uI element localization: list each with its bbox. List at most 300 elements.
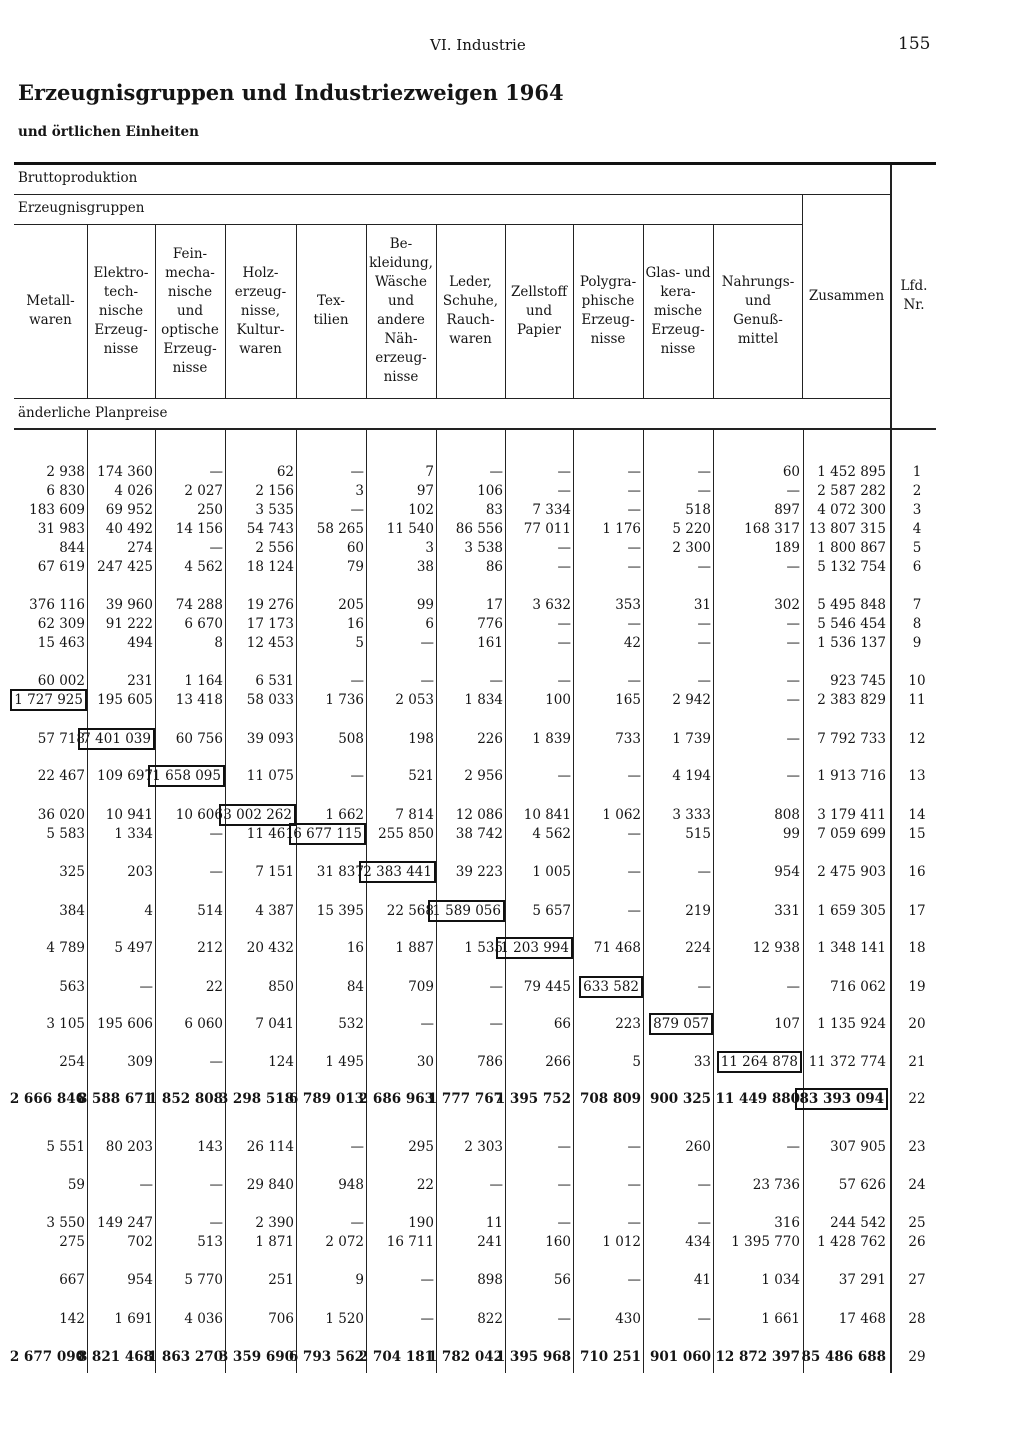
table-cell: 532 [338, 1016, 364, 1032]
row-number: 11 [908, 692, 926, 708]
table-cell: — [557, 673, 571, 689]
table-cell: 5 497 [114, 940, 153, 956]
table-cell: 518 [685, 502, 711, 518]
column-header: Metall- waren [26, 293, 75, 328]
column-header: Nahrungs- und Genuß- mittel [721, 274, 795, 347]
table-cell: — [786, 731, 800, 747]
table-cell: 6 677 115 [293, 826, 362, 842]
table-cell: 897 [774, 502, 800, 518]
table-cell: 2 156 [255, 483, 294, 499]
table-cell: 57 626 [838, 1177, 886, 1193]
table-cell: 1 012 [602, 1234, 641, 1250]
table-cell: 1 782 042 [427, 1349, 503, 1365]
table-cell: 13 807 315 [808, 521, 886, 537]
table-cell: 563 [59, 979, 85, 995]
table-cell: — [209, 826, 223, 842]
table-cell: 923 745 [830, 673, 886, 689]
table-cell: 58 033 [246, 692, 294, 708]
table-cell: 2 027 [184, 483, 223, 499]
table-cell: 86 556 [455, 521, 503, 537]
table-cell: 1 834 [464, 692, 503, 708]
table-cell: — [489, 673, 503, 689]
table-cell: 6 789 013 [288, 1091, 364, 1107]
table-cell: 39 093 [246, 731, 294, 747]
table-cell: 1 164 [184, 673, 223, 689]
table-cell: — [489, 1177, 503, 1193]
table-cell: 2 383 441 [363, 864, 432, 880]
table-cell: 266 [545, 1054, 571, 1070]
table-cell: 30 [416, 1054, 434, 1070]
table-cell: 1 863 270 [147, 1349, 223, 1365]
row-number: 29 [908, 1349, 926, 1365]
row-number: 2 [912, 483, 922, 499]
table-cell: 5 495 848 [817, 597, 886, 613]
table-cell: 17 [485, 597, 503, 613]
table-cell: 667 [59, 1272, 85, 1288]
table-cell: — [786, 979, 800, 995]
table-cell: 844 [59, 540, 85, 556]
table-cell: 62 309 [37, 616, 85, 632]
table-cell: 1 736 [325, 692, 364, 708]
table-cell: 7 792 733 [817, 731, 886, 747]
table-cell: 4 [144, 903, 153, 919]
table-cell: — [489, 979, 503, 995]
table-cell: 2 587 282 [817, 483, 886, 499]
table-cell: 205 [338, 597, 364, 613]
table-cell: 900 325 [649, 1091, 711, 1107]
row-number: 28 [908, 1311, 926, 1327]
table-cell: 189 [774, 540, 800, 556]
page-subtitle: und örtlichen Einheiten [18, 124, 199, 140]
table-cell: 10 841 [523, 807, 571, 823]
table-cell: 79 445 [523, 979, 571, 995]
table-cell: 22 467 [37, 768, 85, 784]
table-cell: 850 [268, 979, 294, 995]
table-cell: — [627, 540, 641, 556]
table-cell: 1 203 994 [500, 940, 569, 956]
table-cell: 26 114 [246, 1139, 294, 1155]
table-cell: 1 800 867 [817, 540, 886, 556]
table-cell: 212 [197, 940, 223, 956]
table-cell: 107 [774, 1016, 800, 1032]
table-cell: — [350, 1215, 364, 1231]
table-top-rule [14, 162, 936, 165]
row-number: 15 [908, 826, 926, 842]
row-number: 23 [908, 1139, 926, 1155]
table-cell: — [489, 464, 503, 480]
table-cell: 776 [477, 616, 503, 632]
table-cell: 786 [477, 1054, 503, 1070]
table-cell: 226 [477, 731, 503, 747]
table-cell: 2 383 829 [817, 692, 886, 708]
table-cell: 8 [214, 635, 223, 651]
table-cell: 1 005 [532, 864, 571, 880]
table-cell: 1 739 [672, 731, 711, 747]
table-cell: — [350, 768, 364, 784]
body-col-divider [87, 430, 88, 1373]
table-cell: 9 [355, 1272, 364, 1288]
table-cell: — [139, 1177, 153, 1193]
table-cell: 254 [59, 1054, 85, 1070]
table-cell: 31 [693, 597, 711, 613]
table-cell: 5 220 [672, 521, 711, 537]
table-cell: 251 [268, 1272, 294, 1288]
table-cell: 91 222 [105, 616, 153, 632]
table-cell: 39 223 [455, 864, 503, 880]
table-cell: 2 053 [395, 692, 434, 708]
table-cell: 60 [346, 540, 364, 556]
table-cell: 6 531 [255, 673, 294, 689]
table-cell: 3 538 [464, 540, 503, 556]
table-cell: 102 [408, 502, 434, 518]
table-cell: 954 [774, 864, 800, 880]
column-header: Fein- mecha- nische und optische Erzeug- nisse [161, 245, 219, 376]
table-cell: — [697, 1215, 711, 1231]
table-cell: — [557, 1139, 571, 1155]
table-cell: — [139, 979, 153, 995]
table-cell: 2 666 846 [9, 1091, 85, 1107]
table-cell: 2 942 [672, 692, 711, 708]
table-cell: 3 550 [46, 1215, 85, 1231]
table-cell: — [420, 1272, 434, 1288]
table-cell: — [786, 673, 800, 689]
table-cell: 4 072 300 [817, 502, 886, 518]
table-cell: 83 393 094 [799, 1091, 884, 1107]
column-header: Tex- tilien [313, 293, 349, 328]
column-header: Elektro- tech- nische Erzeug- nisse [93, 264, 149, 357]
table-cell: 521 [408, 768, 434, 784]
table-cell: 1 452 895 [817, 464, 886, 480]
table-cell: 1 334 [114, 826, 153, 842]
table-cell: — [350, 1139, 364, 1155]
table-cell: 2 704 181 [358, 1349, 434, 1365]
table-cell: 5 [355, 635, 364, 651]
table-cell: 18 124 [246, 559, 294, 575]
table-cell: 1 777 767 [427, 1091, 503, 1107]
table-cell: 5 [632, 1054, 641, 1070]
table-cell: 3 333 [672, 807, 711, 823]
table-cell: 231 [127, 673, 153, 689]
table-cell: 1 176 [602, 521, 641, 537]
table-cell: 1 662 [325, 807, 364, 823]
table-cell: 60 [782, 464, 800, 480]
table-cell: — [786, 483, 800, 499]
table-cell: 7 059 699 [817, 826, 886, 842]
table-cell: 6 670 [184, 616, 223, 632]
table-cell: 12 086 [455, 807, 503, 823]
row-number: 9 [912, 635, 922, 651]
table-cell: 13 418 [175, 692, 223, 708]
table-cell: 38 [416, 559, 434, 575]
table-cell: 36 020 [37, 807, 85, 823]
table-cell: — [697, 1311, 711, 1327]
table-cell: — [697, 616, 711, 632]
table-cell: 274 [127, 540, 153, 556]
row-number: 6 [912, 559, 922, 575]
table-cell: — [420, 673, 434, 689]
table-cell: 710 251 [579, 1349, 641, 1365]
table-cell: 195 606 [97, 1016, 153, 1032]
table-cell: 1 062 [602, 807, 641, 823]
table-cell: 255 850 [378, 826, 434, 842]
table-cell: — [786, 768, 800, 784]
body-col-divider [505, 430, 506, 1373]
table-cell: — [697, 864, 711, 880]
table-cell: — [557, 635, 571, 651]
table-cell: 17 468 [838, 1311, 886, 1327]
table-cell: 5 132 754 [817, 559, 886, 575]
table-cell: 1 659 305 [817, 903, 886, 919]
body-col-divider [803, 430, 804, 1373]
running-header-section: VI. Industrie [430, 36, 526, 54]
table-cell: 11 372 774 [808, 1054, 886, 1070]
table-cell: — [557, 768, 571, 784]
body-col-divider [643, 430, 644, 1373]
table-cell: 79 [346, 559, 364, 575]
table-cell: — [209, 464, 223, 480]
table-cell: 109 697 [97, 768, 153, 784]
table-cell: 19 276 [246, 597, 294, 613]
table-cell: 203 [127, 864, 153, 880]
table-cell: 39 960 [105, 597, 153, 613]
table-cell: 66 [553, 1016, 571, 1032]
row-number: 1 [912, 464, 922, 480]
table-cell: 124 [268, 1054, 294, 1070]
table-cell: 295 [408, 1139, 434, 1155]
row-number: 18 [908, 940, 926, 956]
header-bottom-rule [14, 398, 890, 399]
table-cell: 17 173 [246, 616, 294, 632]
table-cell: — [350, 464, 364, 480]
column-header: Zellstoff und Papier [510, 283, 568, 338]
table-cell: 7 041 [255, 1016, 294, 1032]
table-cell: 31 837 [316, 864, 364, 880]
table-cell: 1 658 095 [152, 768, 221, 784]
table-cell: 325 [59, 864, 85, 880]
table-cell: 376 116 [29, 597, 85, 613]
table-cell: 2 303 [464, 1139, 503, 1155]
table-cell: 60 756 [175, 731, 223, 747]
table-cell: 716 062 [830, 979, 886, 995]
table-cell: — [697, 635, 711, 651]
table-cell: 71 468 [593, 940, 641, 956]
row-number: 7 [912, 597, 922, 613]
table-cell: 85 486 688 [801, 1349, 886, 1365]
table-cell: 302 [774, 597, 800, 613]
table-cell: 2 390 [255, 1215, 294, 1231]
table-cell: 1 691 [114, 1311, 153, 1327]
table-cell: 190 [408, 1215, 434, 1231]
table-cell: 161 [477, 635, 503, 651]
table-cell: 1 428 762 [817, 1234, 886, 1250]
table-cell: — [209, 1215, 223, 1231]
table-cell: — [209, 1177, 223, 1193]
table-cell: — [786, 635, 800, 651]
table-cell: 1 913 716 [817, 768, 886, 784]
table-cell: 1 535 [464, 940, 503, 956]
table-cell: 8 821 468 [77, 1349, 153, 1365]
table-cell: — [209, 540, 223, 556]
table-cell: 99 [416, 597, 434, 613]
table-cell: — [627, 864, 641, 880]
table-cell: 37 291 [838, 1272, 886, 1288]
table-cell: 241 [477, 1234, 503, 1250]
table-cell: — [627, 1215, 641, 1231]
table-cell: 434 [685, 1234, 711, 1250]
table-cell: 508 [338, 731, 364, 747]
table-cell: 40 492 [105, 521, 153, 537]
band-rule-1 [14, 194, 890, 195]
row-number: 14 [908, 807, 926, 823]
page-title: Erzeugnisgruppen und Industriezweigen 1964 [18, 80, 564, 105]
table-cell: 219 [685, 903, 711, 919]
table-cell: 2 300 [672, 540, 711, 556]
table-cell: 7 401 039 [82, 731, 151, 747]
page-number: 155 [898, 34, 931, 54]
band-rule-2 [14, 224, 802, 225]
table-cell: 879 057 [653, 1016, 709, 1032]
table-cell: 57 718 [37, 731, 85, 747]
table-cell: — [557, 540, 571, 556]
table-cell: 38 742 [455, 826, 503, 842]
table-cell: — [557, 464, 571, 480]
table-cell: 67 619 [37, 559, 85, 575]
table-cell: 195 605 [97, 692, 153, 708]
table-cell: 633 582 [583, 979, 639, 995]
table-cell: 6 [425, 616, 434, 632]
table-cell: — [209, 1054, 223, 1070]
table-cell: 4 562 [184, 559, 223, 575]
table-cell: 62 [276, 464, 294, 480]
table-cell: 6 060 [184, 1016, 223, 1032]
column-header: Holz- erzeug- nisse, Kultur- waren [234, 264, 287, 357]
column-header: Glas- und kera- mische Erzeug- nisse [645, 264, 711, 357]
table-cell: 12 938 [752, 940, 800, 956]
table-cell: — [697, 1177, 711, 1193]
table-cell: 22 568 [386, 903, 434, 919]
table-cell: 316 [774, 1215, 800, 1231]
table-cell: 430 [615, 1311, 641, 1327]
body-col-divider [225, 430, 226, 1373]
table-cell: 309 [127, 1054, 153, 1070]
body-col-divider [573, 430, 574, 1373]
table-cell: 16 711 [386, 1234, 434, 1250]
table-cell: 23 736 [752, 1177, 800, 1193]
table-cell: 706 [268, 1311, 294, 1327]
table-cell: 41 [693, 1272, 711, 1288]
table-cell: — [627, 1272, 641, 1288]
table-cell: 307 905 [830, 1139, 886, 1155]
table-cell: 22 [205, 979, 223, 995]
table-cell: 83 [485, 502, 503, 518]
row-number: 16 [908, 864, 926, 880]
table-cell: 1 395 752 [495, 1091, 571, 1107]
table-cell: — [420, 635, 434, 651]
table-cell: 5 657 [532, 903, 571, 919]
table-cell: 99 [782, 826, 800, 842]
table-cell: 16 [346, 940, 364, 956]
row-number: 22 [908, 1091, 926, 1107]
table-cell: 60 002 [37, 673, 85, 689]
table-cell: 4 026 [114, 483, 153, 499]
table-cell: 106 [477, 483, 503, 499]
table-cell: 4 036 [184, 1311, 223, 1327]
table-cell: 7 151 [255, 864, 294, 880]
row-number: 8 [912, 616, 922, 632]
table-cell: — [627, 616, 641, 632]
table-cell: 708 809 [579, 1091, 641, 1107]
table-cell: 224 [685, 940, 711, 956]
table-cell: 4 387 [255, 903, 294, 919]
table-cell: 168 317 [744, 521, 800, 537]
table-cell: — [557, 1215, 571, 1231]
table-cell: 260 [685, 1139, 711, 1155]
table-cell: 22 [416, 1177, 434, 1193]
table-cell: 3 632 [532, 597, 571, 613]
table-cell: 10 606 [175, 807, 223, 823]
table-cell: 58 265 [316, 521, 364, 537]
table-cell: — [489, 1016, 503, 1032]
table-cell: 84 [346, 979, 364, 995]
table-cell: 11 [485, 1215, 503, 1231]
table-cell: 223 [615, 1016, 641, 1032]
table-cell: 2 686 963 [358, 1091, 434, 1107]
table-cell: 7 [425, 464, 434, 480]
table-cell: 8 588 671 [77, 1091, 153, 1107]
table-cell: 3 179 411 [817, 807, 886, 823]
body-col-divider [155, 430, 156, 1373]
table-cell: — [627, 559, 641, 575]
table-cell: 160 [545, 1234, 571, 1250]
table-cell: 143 [197, 1139, 223, 1155]
row-number: 4 [912, 521, 922, 537]
table-cell: — [557, 1311, 571, 1327]
table-cell: — [627, 673, 641, 689]
table-cell: 709 [408, 979, 434, 995]
table-cell: 244 542 [830, 1215, 886, 1231]
row-number: 25 [908, 1215, 926, 1231]
row-number: 21 [908, 1054, 926, 1070]
row-number: 12 [908, 731, 926, 747]
table-cell: 2 475 903 [817, 864, 886, 880]
column-header: Lfd. Nr. [900, 278, 928, 313]
table-cell: — [627, 1177, 641, 1193]
table-cell: 1 839 [532, 731, 571, 747]
row-number: 19 [908, 979, 926, 995]
table-cell: 7 814 [395, 807, 434, 823]
band-label-production: Bruttoproduktion [18, 170, 138, 186]
table-cell: — [627, 768, 641, 784]
table-cell: 86 [485, 559, 503, 575]
table-cell: 7 334 [532, 502, 571, 518]
row-number: 5 [912, 540, 922, 556]
table-cell: 3 [425, 540, 434, 556]
table-cell: — [350, 673, 364, 689]
body-col-divider [366, 430, 367, 1373]
table-cell: 11 449 880 [715, 1091, 800, 1107]
table-cell: 1 495 [325, 1054, 364, 1070]
table-cell: 1 135 924 [817, 1016, 886, 1032]
table-cell: 149 247 [97, 1215, 153, 1231]
table-cell: 11 540 [386, 521, 434, 537]
table-cell: 29 840 [246, 1177, 294, 1193]
table-cell: — [627, 464, 641, 480]
table-cell: 353 [615, 597, 641, 613]
table-cell: 954 [127, 1272, 153, 1288]
table-cell: 2 556 [255, 540, 294, 556]
row-number: 27 [908, 1272, 926, 1288]
table-cell: 948 [338, 1177, 364, 1193]
